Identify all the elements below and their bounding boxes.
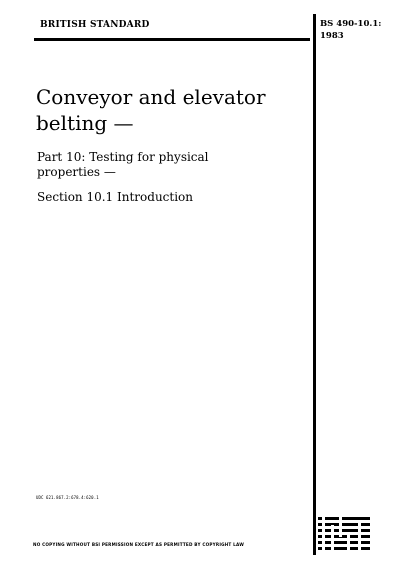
title-line2: belting — [36, 111, 134, 135]
part-title [37, 150, 209, 180]
part-line2: properties — [37, 165, 116, 179]
title-line1: Conveyor and elevator [36, 85, 266, 109]
part-line1: Part 10: Testing for physical [37, 150, 209, 164]
section-title: Section 10.1 Introduction [37, 190, 193, 204]
copyright-notice: NO COPYING WITHOUT BSI PERMISSION EXCEPT AS PERMITTED BY COPYRIGHT LAW [33, 542, 245, 547]
standard-number [320, 18, 381, 42]
standard-number-line1: BS 490-10.1: [320, 19, 382, 29]
document-title [36, 84, 308, 136]
vertical-divider [313, 14, 316, 555]
standard-number-line2: 1983 [320, 31, 344, 41]
udc-code: UDC 621.867.2:678.4:620.1 [36, 495, 99, 500]
bsi-logo-icon [318, 515, 370, 555]
header-rule [34, 38, 310, 41]
series-label: BRITISH STANDARD [40, 20, 150, 30]
